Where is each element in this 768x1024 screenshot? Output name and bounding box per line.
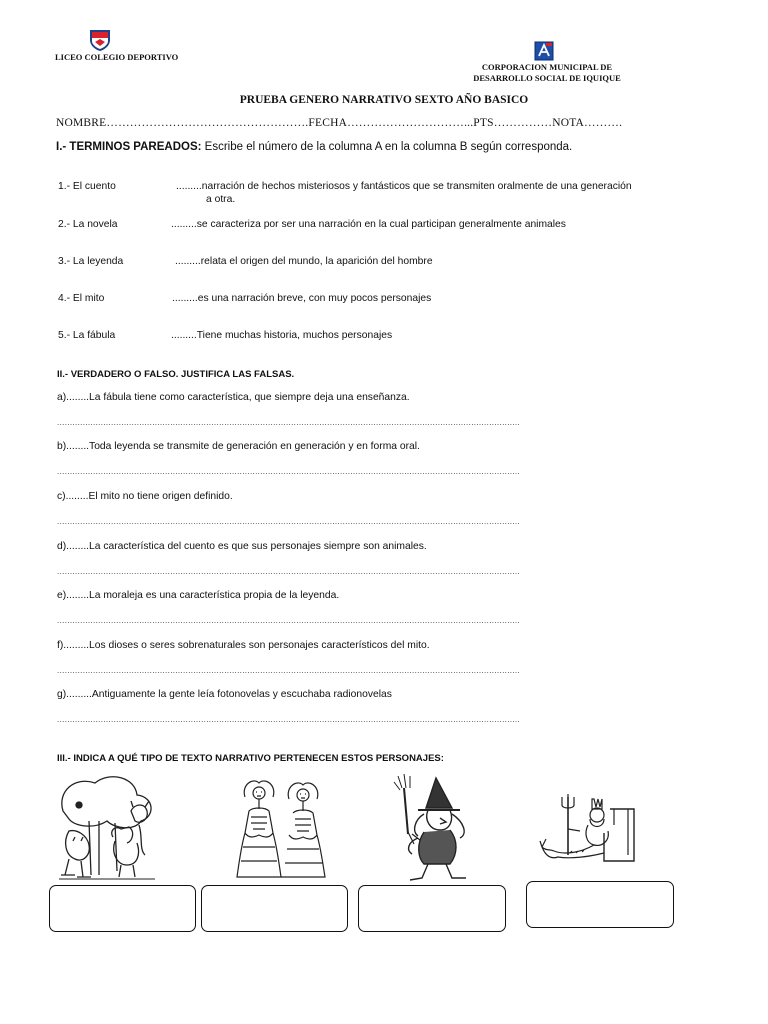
pair-definition: .........se caracteriza por ser una narración en la cual participan generalmente animales xyxy=(171,219,566,230)
section-1-heading-label: I.- TERMINOS PAREADOS: xyxy=(56,141,202,153)
true-false-question: g).........Antiguamente la gente leía fotonovelas y escuchaba radionovelas xyxy=(57,689,392,700)
corporation-name xyxy=(462,62,632,84)
school-name: LICEO COLEGIO DEPORTIVO xyxy=(55,52,179,62)
answer-box-1[interactable] xyxy=(49,885,196,932)
true-false-question: e)........La moraleja es una característica propia de la leyenda. xyxy=(57,590,340,601)
skeleton-brides-picture xyxy=(231,777,329,880)
answer-box-4[interactable] xyxy=(526,881,674,928)
pair-definition: .........Tiene muchas historia, muchos personajes xyxy=(171,330,393,341)
answer-box-3[interactable] xyxy=(358,885,506,932)
corporation-line-2: DESARROLLO SOCIAL DE IQUIQUE xyxy=(473,73,621,83)
witch-with-broom-picture xyxy=(388,774,476,884)
answer-line[interactable]: .................................................................................................................................................................................... xyxy=(57,517,521,526)
school-shield-logo xyxy=(88,28,112,52)
answer-line[interactable]: .................................................................................................................................................................................... xyxy=(57,666,521,675)
section-1-instructions: Escribe el número de la columna A en la columna B según corresponda. xyxy=(201,141,573,153)
pair-term: 1.- El cuento xyxy=(58,181,116,192)
pair-term: 4.- El mito xyxy=(58,293,105,304)
corporation-logo xyxy=(534,41,554,61)
pair-definition-continued: a otra. xyxy=(206,194,236,205)
section-3-heading: III.- INDICA A QUÉ TIPO DE TEXTO NARRATIVO PERTENECEN ESTOS PERSONAJES: xyxy=(57,753,444,764)
student-info-line: NOMBRE…………………………………………….FECHA…………………………...PTS……………NOTA………. xyxy=(56,117,623,129)
pair-definition: .........narración de hechos misteriosos y fantásticos que se transmiten oralmente de una generación xyxy=(176,181,632,192)
answer-line[interactable]: .................................................................................................................................................................................... xyxy=(57,418,521,427)
pair-term: 3.- La leyenda xyxy=(58,256,124,267)
pair-term: 5.- La fábula xyxy=(58,330,116,341)
answer-box-2[interactable] xyxy=(201,885,348,932)
answer-line[interactable]: .................................................................................................................................................................................... xyxy=(57,567,521,576)
answer-line[interactable]: .................................................................................................................................................................................... xyxy=(57,715,521,724)
merman-king-with-trident-picture xyxy=(540,795,640,867)
true-false-question: f).........Los dioses o seres sobrenaturales son personajes característicos del mito. xyxy=(57,640,430,651)
true-false-question: d)........La característica del cuento es que sus personajes siempre son animales. xyxy=(57,541,427,552)
section-1-heading xyxy=(56,141,572,153)
section-2-heading: II.- VERDADERO O FALSO. JUSTIFICA LAS FALSAS. xyxy=(57,369,295,380)
exam-title: PRUEBA GENERO NARRATIVO SEXTO AÑO BASICO xyxy=(239,94,529,106)
true-false-question: c)........El mito no tiene origen definido. xyxy=(57,491,233,502)
corporation-line-1: CORPORACION MUNICIPAL DE xyxy=(481,62,613,72)
answer-line[interactable]: .................................................................................................................................................................................... xyxy=(57,616,521,625)
answer-line[interactable]: .................................................................................................................................................................................... xyxy=(57,467,521,476)
pair-definition: .........es una narración breve, con muy pocos personajes xyxy=(172,293,432,304)
pair-term: 2.- La novela xyxy=(58,219,118,230)
pair-definition: .........relata el origen del mundo, la aparición del hombre xyxy=(175,256,433,267)
animals-in-forest-picture xyxy=(55,771,161,883)
true-false-question: b)........Toda leyenda se transmite de generación en generación y en forma oral. xyxy=(57,441,420,452)
true-false-question: a)........La fábula tiene como característica, que siempre deja una enseñanza. xyxy=(57,392,410,403)
